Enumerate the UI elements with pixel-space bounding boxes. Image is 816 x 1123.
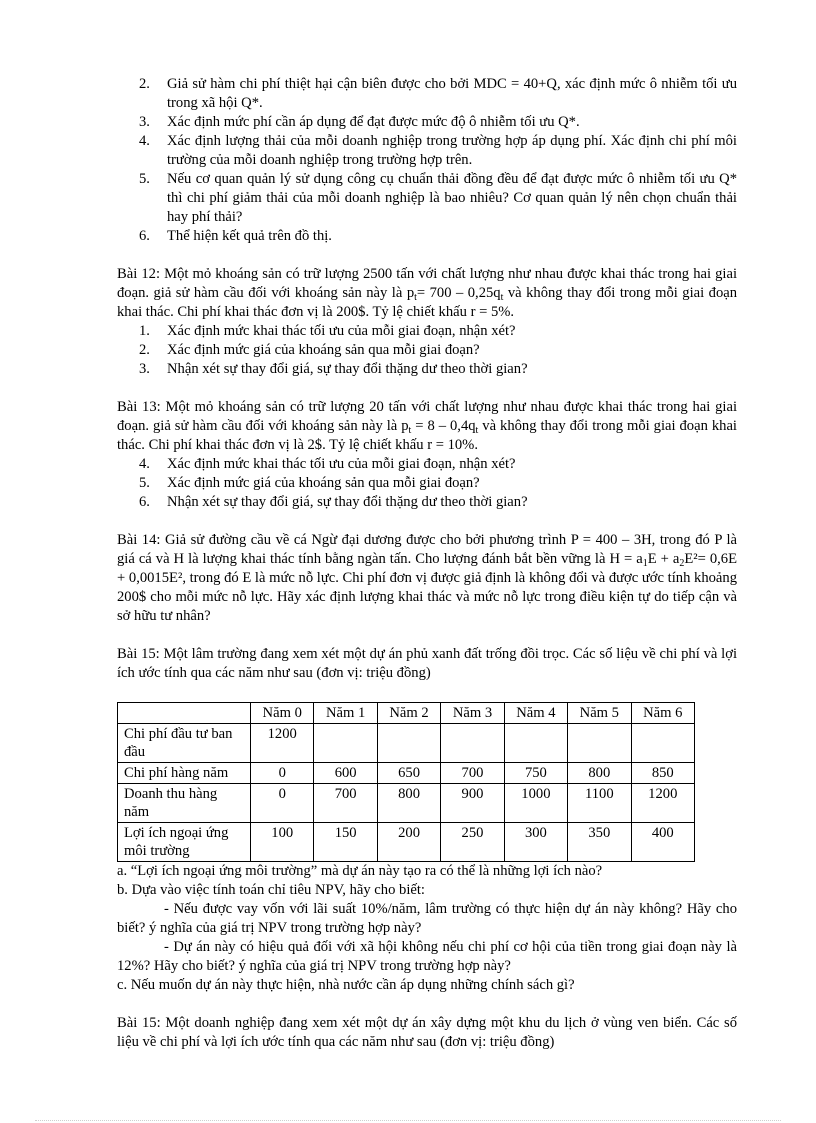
exercise-12	[117, 265, 737, 379]
question-b: b. Dựa vào việc tính toán chỉ tiêu NPV, hãy cho biết:	[117, 882, 425, 898]
list-item: 1. Xác định mức khai thác tối ưu của mỗi giai đoạn, nhận xét?	[139, 323, 516, 339]
row-label: Doanh thu hàng năm	[118, 784, 251, 823]
document-body	[117, 75, 737, 1052]
table-cell: 200	[377, 823, 440, 862]
table-cell: 100	[251, 823, 314, 862]
list-item: 4. Xác định lượng thải của mỗi doanh nghiệp trong trường hợp áp dụng phí. Xác định chi phí môi trường của mỗi doanh nghiệp trong trường hợp trên.	[139, 133, 737, 168]
exercise-14-text: Bài 14: Giả sử đường cầu về cá Ngừ đại dương được cho bởi phương trình P = 400 – 3H, trong đó P là giá cá và H là lượng khai thác tính bằng ngàn tấn. Cho lượng đánh bắt bền vững là $H = a_1E + a_2E^2= 0,6E + 0,0015E^2$, trong đó E là mức nỗ lực. Chi phí đơn vị được giả định là không đổi và được ước tính khoảng 200$ cho mỗi mức nỗ lực. Hãy xác định lượng khai thác và mức nỗ lực trong điều kiện tự do tiếp cận và sở hữu tư nhân?	[117, 532, 738, 624]
table-cell: 1200	[251, 724, 314, 763]
list-item: 3. Xác định mức phí cần áp dụng để đạt được mức độ ô nhiễm tối ưu Q*.	[139, 114, 580, 130]
table-cell: 0	[251, 763, 314, 784]
table-cell: 150	[314, 823, 377, 862]
list-item: 5. Nếu cơ quan quản lý sử dụng công cụ chuẩn thải đồng đều để đạt được mức ô nhiễm tối ưu Q* thì chi phí giảm thải của mỗi doanh nghiệp là bao nhiêu? Cơ quan quản lý nên chọn chuẩn thải hay phí thải?	[139, 171, 737, 225]
table-header-cell: Năm 6	[631, 703, 694, 724]
table-cell	[631, 724, 694, 763]
table-cell	[568, 724, 631, 763]
question-a: a. “Lợi ích ngoại ứng môi trường” mà dự án này tạo ra có thể là những lợi ích nào?	[117, 863, 603, 879]
row-label: Lợi ích ngoại ứng môi trường	[118, 823, 251, 862]
table-header-cell: Năm 0	[251, 703, 314, 724]
table-cell	[504, 724, 567, 763]
table-cell: 800	[377, 784, 440, 823]
list-item: 3. Nhận xét sự thay đổi giá, sự thay đổi thặng dư theo thời gian?	[139, 361, 528, 377]
table-cell: 700	[441, 763, 504, 784]
table-cell: 1100	[568, 784, 631, 823]
table-header-cell	[118, 703, 251, 724]
table-header-cell: Năm 3	[441, 703, 504, 724]
list-item: 5. Xác định mức giá của khoáng sản qua mỗi giai đoạn?	[139, 475, 480, 491]
table-row	[118, 823, 695, 862]
table-cell: 600	[314, 763, 377, 784]
table-cell: 0	[251, 784, 314, 823]
exercise-13-text: Bài 13: Một mỏ khoáng sản có trữ lượng 20 tấn với chất lượng như nhau được khai thác trong hai giai đoạn. giả sử hàm cầu đối với khoáng sản này là $p_t = 8 - 0,4q_t$ và không thay đổi trong mỗi giai đoạn khai thác. Chi phí khai thác đơn vị là 2$. Tỷ lệ chiết khấu r = 10%.	[117, 399, 737, 453]
table-header-cell: Năm 1	[314, 703, 377, 724]
list-item: 4. Xác định mức khai thác tối ưu của mỗi giai đoạn, nhận xét?	[139, 456, 516, 472]
exercise-14	[117, 531, 737, 626]
list-item: 2. Giả sử hàm chi phí thiệt hại cận biên được cho bởi MDC = 40+Q, xác định mức ô nhiễm tối ưu trong xã hội Q*.	[139, 76, 737, 111]
exercise-12-questions	[117, 322, 737, 379]
exercise-15	[117, 645, 737, 995]
exercise-13-questions	[117, 455, 737, 512]
row-label: Chi phí hàng năm	[118, 763, 251, 784]
question-c: c. Nếu muốn dự án này thực hiện, nhà nước cần áp dụng những chính sách gì?	[117, 977, 575, 993]
table-cell	[377, 724, 440, 763]
table-cell	[314, 724, 377, 763]
exercise-15b-intro: Bài 15: Một doanh nghiệp đang xem xét một dự án xây dựng một khu du lịch ở vùng ven biển. Các số liệu về chi phí và lợi ích ước tính qua các năm như sau (đơn vị: triệu đồng)	[117, 1015, 737, 1050]
table-cell: 250	[441, 823, 504, 862]
table-header-row	[118, 703, 695, 724]
table-cell: 750	[504, 763, 567, 784]
table-cell: 300	[504, 823, 567, 862]
question-list-continued	[117, 75, 737, 246]
question-b1: - Nếu được vay vốn với lãi suất 10%/năm, lâm trường có thực hiện dự án này không? Hãy cho biết? ý nghĩa của giá trị NPV trong trường hợp này?	[117, 901, 737, 936]
table-header-cell: Năm 5	[568, 703, 631, 724]
table-cell: 700	[314, 784, 377, 823]
table-cell	[441, 724, 504, 763]
list-item: 6. Thể hiện kết quả trên đồ thị.	[139, 228, 332, 244]
row-label: Chi phí đầu tư ban đầu	[118, 724, 251, 763]
list-item: 2. Xác định mức giá của khoáng sản qua mỗi giai đoạn?	[139, 342, 480, 358]
exercise-15b	[117, 1014, 737, 1052]
cost-benefit-table	[117, 702, 695, 862]
page-bottom-divider	[35, 1120, 781, 1121]
table-cell: 850	[631, 763, 694, 784]
exercise-15-intro: Bài 15: Một lâm trường đang xem xét một dự án phủ xanh đất trống đồi trọc. Các số liệu về chi phí và lợi ích ước tính qua các năm như sau (đơn vị: triệu đồng)	[117, 646, 737, 681]
table-cell: 900	[441, 784, 504, 823]
table-row	[118, 763, 695, 784]
table-header-cell: Năm 4	[504, 703, 567, 724]
table-cell: 400	[631, 823, 694, 862]
question-b2: - Dự án này có hiệu quả đối với xã hội không nếu chi phí cơ hội của tiền trong giai đoạn này là 12%? Hãy cho biết? ý nghĩa của giá trị NPV trong trường hợp này?	[117, 939, 737, 974]
exercise-12-text: Bài 12: Một mỏ khoáng sản có trữ lượng 2500 tấn với chất lượng như nhau được khai thác trong hai giai đoạn. giả sử hàm cầu đối với khoáng sản này là $p_t= 700 - 0,25q_t$ và không thay đổi trong mỗi giai đoạn khai thác. Chi phí khai thác đơn vị là 200$. Tỷ lệ chiết khấu r = 5%.	[117, 266, 738, 320]
table-header-cell: Năm 2	[377, 703, 440, 724]
table-cell: 350	[568, 823, 631, 862]
table-cell: 650	[377, 763, 440, 784]
table-cell: 1000	[504, 784, 567, 823]
table-cell: 800	[568, 763, 631, 784]
table-row	[118, 724, 695, 763]
table-row	[118, 784, 695, 823]
exercise-13	[117, 398, 737, 512]
list-item: 6. Nhận xét sự thay đổi giá, sự thay đổi thặng dư theo thời gian?	[139, 494, 528, 510]
table-cell: 1200	[631, 784, 694, 823]
